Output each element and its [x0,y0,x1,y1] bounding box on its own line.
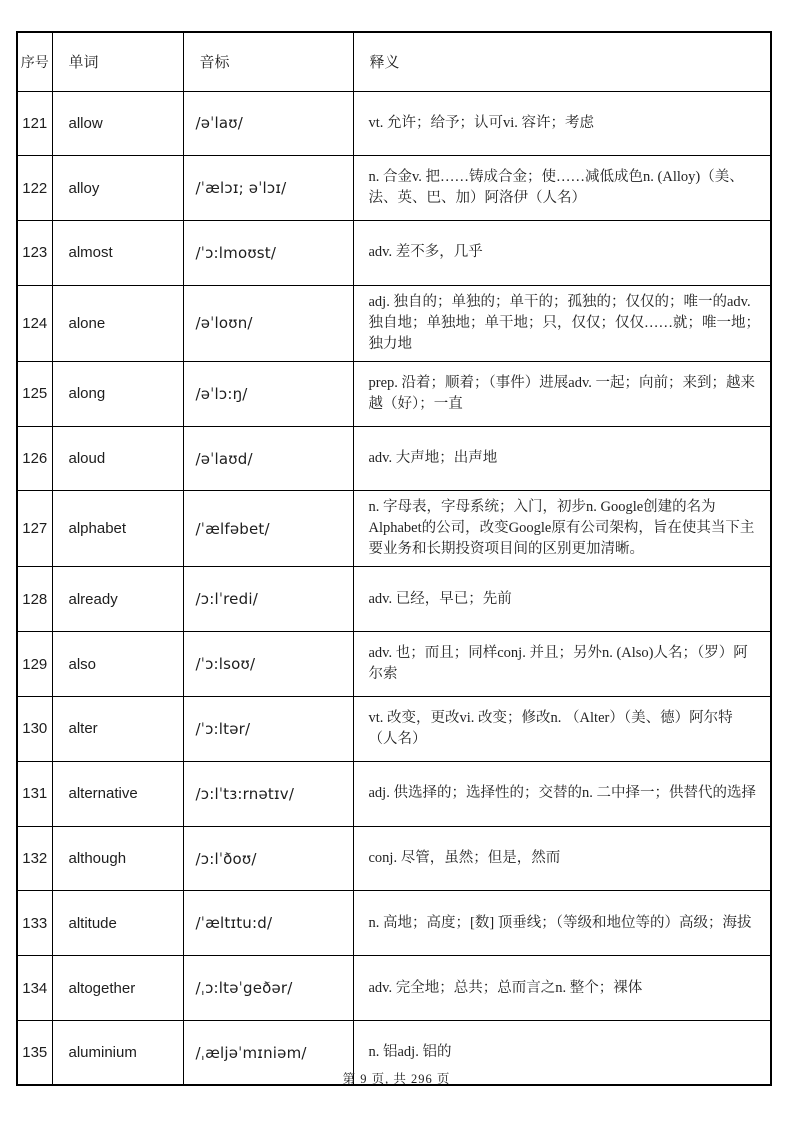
row-index-cell: 134 [17,956,52,1021]
table-row [17,697,771,762]
row-index-cell: 131 [17,761,52,826]
row-index-cell: 127 [17,491,52,567]
header-row [17,32,771,91]
row-index-cell: 128 [17,567,52,632]
definition-cell: n. 铝adj. 铝的 [353,1021,771,1086]
definition-cell: vt. 允许；给予；认可vi. 容许；考虑 [353,91,771,156]
definition-cell: adj. 供选择的；选择性的；交替的n. 二中择一；供替代的选择 [353,761,771,826]
row-index-cell: 121 [17,91,52,156]
phonetic-cell: /əˈlaʊ/ [183,91,353,156]
phonetic-cell: /ˈæltɪtu:d/ [183,891,353,956]
word-cell: aluminium [52,1021,183,1086]
phonetic-cell: /ɔ:lˈtɜ:rnətɪv/ [183,761,353,826]
definition-cell: adv. 已经，早已；先前 [353,567,771,632]
header-index: 序号 [17,32,52,91]
header-word: 单词 [52,32,183,91]
table-row [17,91,771,156]
table-row [17,491,771,567]
table-header [17,32,771,91]
table-row [17,221,771,286]
definition-cell: adv. 大声地；出声地 [353,426,771,491]
row-index-cell: 133 [17,891,52,956]
definition-cell: prep. 沿着；顺着；（事件）进展adv. 一起；向前；来到；越来越（好）；一直 [353,361,771,426]
phonetic-cell: /ˈɔ:ltər/ [183,697,353,762]
table-row [17,285,771,361]
phonetic-cell: /ˈɔ:lmoʊst/ [183,221,353,286]
page-footer: 第 9 页, 共 296 页 [342,1072,451,1086]
phonetic-cell: /əˈloʊn/ [183,285,353,361]
row-index-cell: 125 [17,361,52,426]
word-cell: aloud [52,426,183,491]
table-row [17,826,771,891]
row-index-cell: 124 [17,285,52,361]
phonetic-cell: /ˌæljəˈmɪniəm/ [183,1021,353,1086]
phonetic-cell: /ɔ:lˈðoʊ/ [183,826,353,891]
table-row [17,761,771,826]
row-index-cell: 126 [17,426,52,491]
phonetic-cell: /əˈlɔ:ŋ/ [183,361,353,426]
header-definition: 释义 [353,32,771,91]
row-index-cell: 122 [17,156,52,221]
definition-cell: adv. 完全地；总共；总而言之n. 整个；裸体 [353,956,771,1021]
word-cell: almost [52,221,183,286]
definition-cell: vt. 改变，更改vi. 改变；修改n. （Alter）（美、德）阿尔特（人名） [353,697,771,762]
definition-cell: n. 高地；高度；[数] 顶垂线；（等级和地位等的）高级；海拔 [353,891,771,956]
phonetic-cell: /ˈælɔɪ; əˈlɔɪ/ [183,156,353,221]
word-cell: already [52,567,183,632]
row-index-cell: 132 [17,826,52,891]
definition-cell: n. 合金v. 把……铸成合金；使……减低成色n. (Alloy)（美、法、英、巴、加）阿洛伊（人名） [353,156,771,221]
phonetic-cell: /əˈlaʊd/ [183,426,353,491]
definition-cell: adv. 差不多，几乎 [353,221,771,286]
word-cell: altogether [52,956,183,1021]
word-cell: alloy [52,156,183,221]
phonetic-cell: /ˈɔ:lsoʊ/ [183,632,353,697]
table-row [17,956,771,1021]
word-cell: allow [52,91,183,156]
table-row [17,891,771,956]
phonetic-cell: /ˈælfəbet/ [183,491,353,567]
word-cell: alone [52,285,183,361]
word-cell: alphabet [52,491,183,567]
word-cell: altitude [52,891,183,956]
definition-cell: adv. 也；而且；同样conj. 并且；另外n. (Also)人名；（罗）阿尔索 [353,632,771,697]
header-phonetic: 音标 [183,32,353,91]
table-row [17,567,771,632]
table-row [17,156,771,221]
word-cell: alter [52,697,183,762]
word-cell: although [52,826,183,891]
definition-cell: adj. 独自的；单独的；单干的；孤独的；仅仅的；唯一的adv. 独自地；单独地；单干地；只，仅仅；仅仅……就；唯一地；独力地 [353,285,771,361]
vocabulary-table [16,31,772,1086]
word-cell: also [52,632,183,697]
table-row [17,426,771,491]
vocab-table-body [17,91,771,1085]
phonetic-cell: /ɔ:lˈredi/ [183,567,353,632]
row-index-cell: 130 [17,697,52,762]
word-cell: along [52,361,183,426]
row-index-cell: 135 [17,1021,52,1086]
definition-cell: conj. 尽管，虽然；但是，然而 [353,826,771,891]
phonetic-cell: /ˌɔ:ltəˈgeðər/ [183,956,353,1021]
definition-cell: n. 字母表，字母系统；入门，初步n. Google创建的名为Alphabet的公司，改变Google原有公司架构，旨在使其当下主要业务和长期投资项目间的区别更加清晰。 [353,491,771,567]
table-row [17,361,771,426]
row-index-cell: 129 [17,632,52,697]
table-row [17,632,771,697]
word-cell: alternative [52,761,183,826]
row-index-cell: 123 [17,221,52,286]
